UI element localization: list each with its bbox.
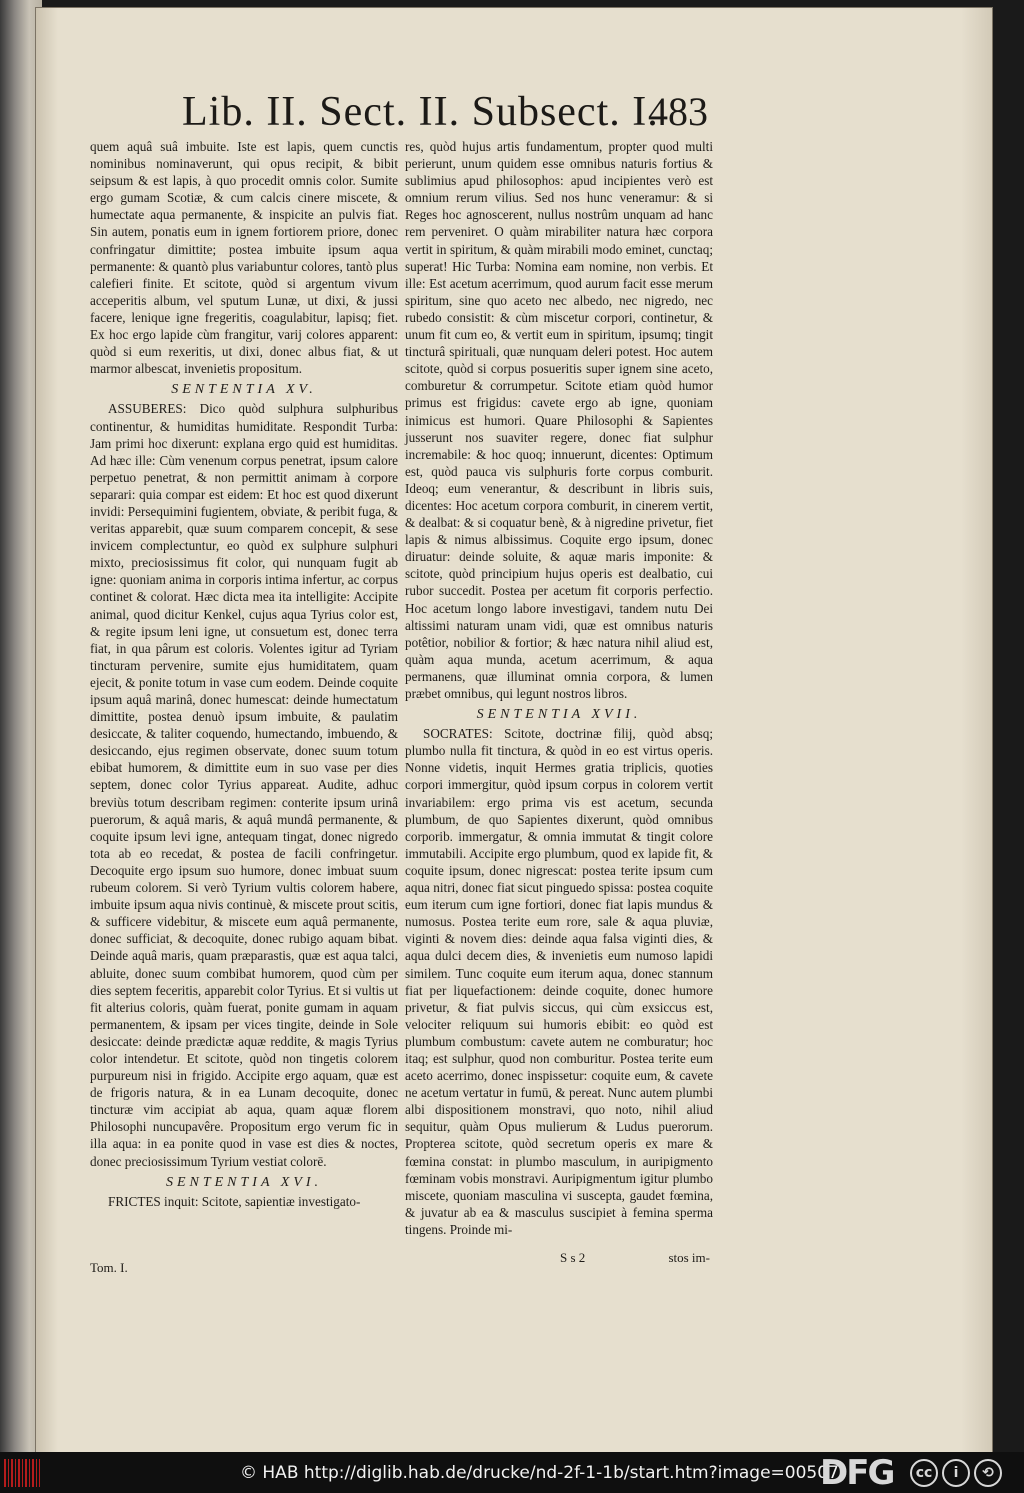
footer-marks <box>560 1250 710 1268</box>
signature-mark: S s 2 <box>560 1250 586 1265</box>
hab-logo-icon <box>4 1459 40 1487</box>
paragraph: SOCRATES: Scitote, doctrinæ filij, quòd absq; plumbo nulla fit tinctura, & quòd in eo est virtus operis. Nonne videtis, inquit Hermes gratia triplicis, quoties corpori immergitur, quòd ipsum corpus in colorem vertit invariabilem: ergo prima vis est acetum, secunda plumbum, de quo Sapientes dixerunt, quòd omnibus corporib. immergatur, & omnia immutat & tingit colore immutabili. Accipite ergo plumbum, quod ex lapide fit, & coquite ipsum, donec nigrescat: postea terite ipsum cum aqua nitri, donec fiat sicut pinguedo spissa: postea coquite eum iterum cum igne fortiori, donec fiat lapis mundus & numosus. Postea terite eum rore, sale & aqua pluviæ, viginti & novem dies: deinde aqua falsa viginti dies, & aqua dulci decem dies, & invenietis eum numoso lapidi similem. Tunc coquite eum iterum aqua, donec stannum fiat per liquefactionem: deinde coquite, donec humore privetur, & fiat pulvis siccus, qui cùm exsiccus est, velociter reliquum sui humoris ebibit: eo quòd est plumbum combustum: cavete autem ne comburatur; hoc itaq; est sulphur, quod non comburitur. Postea terite eum aceto acerrimo, donec inspissetur: coquite eum, & cavete ne acetum vertatur in fumū, & pereat. Nunc autem plumbi albi dispositionem monstravi, quo noto, nihil aliud sequitur, quàm Opus mulierum & Ludus puerorum. Propterea scitote, quòd secretum operis ex mare & fœmina constat: in plumbo masculum, in auripigmento fœminam vobis monstravi. Auripigmentum igitur plumbo miscete, quoniam masculina vi suscepta, gaudet fœmina, & juvatur ab ea & masculus suscipiet à femina sperma tingens. Proinde mi- <box>405 726 713 1237</box>
running-head: Lib. II. Sect. II. Subsect. I. <box>182 89 659 135</box>
catchword: stos im- <box>668 1250 710 1265</box>
right-column <box>405 138 713 1238</box>
page-number: 483 <box>648 89 708 134</box>
paragraph: FRICTES inquit: Scitote, sapientiæ investigato- <box>108 1193 361 1209</box>
cc-icon: cc <box>910 1459 938 1487</box>
sa-icon: ⟲ <box>974 1459 1002 1487</box>
paragraph: ASSUBERES: Dico quòd sulphura sulphuribus continentur, & humiditas humiditate. Respondit Turba: Jam primi hoc dixerunt: explana ergo quid est humiditas. Ad hæc ille: Cùm venenum corpus penetrat, ipsum calore perpetuo penetrat, & non permittit animam à corpore separari: quia compar est eidem: Et hoc est quod dixerunt invidi: Persequimini fugientem, obviate, & peribit fuga, & veritas apparebit, quæ suum comparem concepit, & sese invicem complectuntur, eo quòd ex sulphure sulphuri mixto, preciosissimus fit color, qui nunquam fugit ab igne: quoniam anima in corporis intima infertur, ac corpus continet & colorat. Hæc dicta mea ita intelligite: Accipite animal, quod dicitur Kenkel, cujus aqua Tyrius color est, & regite ipsum leni igne, ut consuetum est, donec terra fiat, in qua pârum est coloris. Volentes igitur ad Tyriam tincturam pervenire, sumite ejus humiditatem, quam ejecit, & ponite totum in vase cum eodem. Deinde coquite ipsum aquâ marinâ, donec humescat: deinde humectatum dimittite, postea denuò ipsum imbuite, & paulatim desiccate, & taliter coquendo, humectando, imbuendo, & desiccando, ejus regimen observate, donec suum totum ebibat humorem, & dimittite eum in suo vase per dies septem, donec color Tyrius appareat. Audite, adhuc breviùs totum describam regimen: conterite ipsum urinâ puerorum, & aquâ maris, & aquâ mundâ permanente, & coquite ipsum levi igne, antequam tingat, donec nigredo tota ab eo recedat, & postea de facili confringetur. Decoquite ergo ipsum suo humore, donec imbuat suum rubeum colorem. Si verò Tyrium vultis colorem habere, imbuite ipsum aqua nivis continuè, & miscete prout scitis, & sufficere videbitur, & miscete eum aquâ permanente, donec sufficiat, & decoquite, donec rubigo aquam bibat. Deinde aquâ maris, quam præparastis, quæ est aqua talci, abluite, donec suum combibat humorem, quod cùm per dies septem feceritis, apparebit color Tyrius. Et si vultis ut fit alterius coloris, quàm fuerat, ponite gumam in aquam permanentem, & ipsam per vices tingite, deinde in Sole desiccate: deinde prædictæ aquæ reddite, & magis Tyrius color intendetur. Et scitote, quòd non tingetis colorem purpureum nisi in frigido. Accipite ergo aquam, quæ est de frigoris natura, & in ea Lunam decoquite, donec tincturæ vim accipiat ab aqua, quam aquæ florem Philosophi nuncupavêre. Propositum ergo verum fic in illa aqua: in ea ponite quod in vase est dies & noctes, donec preciosissimum Tyrium vestiat colorē. <box>90 401 398 1169</box>
section-heading: SENTENTIA XVII. <box>476 707 642 723</box>
paragraph: res, quòd hujus artis fundamentum, propter quod multi perierunt, unum quidem esse omnibus naturis fortius & sublimius apud philosophos: apud incipientes verò est omnium rerum vilius. Sed nos hunc veneramur: & si Reges hoc agnoscerent, nullus nostrûm unquam ad hanc rem perveniret. O quàm mirabiliter natura hæc corpora vertit in spiritum, & quàm mirabili modo eminet, cunctaq; superat! Hic Turba: Nomina eam nomine, non verbis. Et ille: Est acetum acerrimum, quod aurum facit esse merum spiritum, sine quo aceto nec albedo, nec nigredo, nec rubedo consistit: & cùm miscetur corpori, continetur, & unum fit cum eo, & vertit eum in spiritum, ipsumq; tingit tincturâ spirituali, quæ nunquam deleri potest. Hoc autem scitote, quòd si corpus posueritis super ignem sine aceto, comburetur & corrumpetur. Scitote etiam quòd humor primus est frigidus: cavete ergo ab igne, quoniam inimicus est humori. Quare Philosophi & Sapientes jusserunt nos suaviter regere, donec fiat sulphur incremabile: & hoc quoq; innuerunt, dicentes: Optimum est, quòd pauca vis sulphuris forte corpus comburit. Ideoq; eum venerantur, & describunt in libris suis, dicentes: Hoc acetum corpora comburit, in cinerem vertit, & dealbat: & si coquatur benè, & à nigredine privetur, fiet lapis & nimus albissimus. Coquite ergo ipsum, donec diruatur: deinde soluite, & aquæ maris imponite: & scitote, quòd principium hujus operis est dealbatio, cui rubor succedit. Postea per acetum fit corporis perfectio. Hoc acetum longo labore investigavi, tandem nutu Dei altissimi naturam unam vidi, quæ est omnibus naturis potêtior, nobilior & fortior; & hæc natura nihil aliud est, quàm aqua munda, acetum acerrimum, & aqua permanens, quæ illuminat omnia corpora, & lumen præbet omnibus, qui legunt nostros libros. <box>405 139 713 701</box>
left-column <box>90 138 398 1210</box>
volume-mark: Tom. I. <box>90 1260 128 1275</box>
by-icon: i <box>942 1459 970 1487</box>
paragraph: quem aquâ suâ imbuite. Iste est lapis, quem cunctis nominibus nominaverunt, qui opus recipit, & bibit seipsum & est lapis, à quo procedit omnis color. Sumite ergo gumam Scotiæ, & cum calcis cinere miscete, & humectate aqua permanente, & inspicite an pulvis fiat. Sin autem, ponatis eum in ignem fortiorem priore, donec confringatur dimittite; postea imbuite ipsum aqua permanente: & quantò plus variabuntur colores, tantò plus calefieri finite. Et scitote, quòd si argentum vivum acceperitis album, vel sputum Lunæ, ut dixi, & jussi facere, lenique igne fregeritis, coagulabitur, lapisq; fiet. Ex hoc ergo lapide cùm frangitur, varij colores apparent: quòd si eum rexeritis, ut dixi, donec albus fiat, & ut marmor albescat, invenietis propositum. <box>90 139 398 377</box>
license-badge[interactable] <box>910 1456 1018 1490</box>
copyright-link[interactable]: © HAB http://diglib.hab.de/drucke/nd-2f-1-1b/start.htm?image=00507 <box>240 1462 839 1483</box>
section-heading: SENTENTIA XVI. <box>165 1174 323 1190</box>
section-heading: SENTENTIA XV. <box>171 382 317 398</box>
dfg-logo[interactable]: DFG <box>820 1453 894 1493</box>
